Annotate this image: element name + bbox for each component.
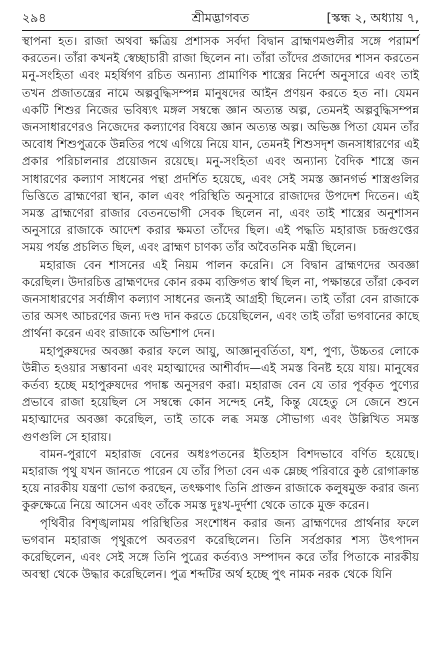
book-title: শ্রীমদ্ভাগবত xyxy=(191,10,250,25)
paragraph: পৃথিবীর বিশৃঙ্খলাময় পরিস্থিতির সংশোধন করার জন্য ব্রাহ্মণদের প্রার্থনার ফলে ভগবান মহারাজ পৃথুরূপে অবতরণ করেছিলেন। তিনি সর্বপ্রকার শস্য উৎপাদন করেছিলেন, এবং সেই সঙ্গে তিনি পুত্রের কর্তব্যও সম্পাদন করে তাঁর পিতাকে নারকীয় অবস্থা থেকে উদ্ধার করেছিলেন। পুত্র শব্দটির অর্থ হচ্ছে পুৎ নামক নরক থেকে যিনি xyxy=(22,515,419,582)
page-number: ২৯৪ xyxy=(22,10,47,25)
chapter-reference: [স্কন্ধ ২, অধ্যায় ৭, xyxy=(326,10,419,25)
paragraph: স্থাপনা হত। রাজা অথবা ক্ষত্রিয় প্রশাসক সর্বদা বিদ্বান ব্রাহ্মণমণ্ডলীর সঙ্গে পরামর্শ করতেন। তাঁরা কখনই স্বেচ্ছাচারী রাজা ছিলেন না। তাঁরা তাঁদের প্রজাদের শাসন করতেন মনু-সংহিতা এবং মহর্ষিগণ রচিত অন্যান্য প্রামাণিক শাস্ত্রের নির্দেশ অনুসারে এবং তাই তখন প্রজাতন্ত্রের নামে অল্পবুদ্ধিসম্পন্ন মানুষদের আইন প্রণয়ন করতে হত না। যেমন একটি শিশুর নিজের ভবিষ্যৎ মঙ্গল সম্বন্ধে জ্ঞান অত্যন্ত অল্প, তেমনই অল্পবুদ্ধিসম্পন্ন জনসাধারণেরও নিজেদের কল্যাণের বিষয়ে জ্ঞান অত্যন্ত অল্প। অভিজ্ঞ পিতা যেমন তাঁর অবোধ শিশুপুত্রকে উন্নতির পথে এগিয়ে নিয়ে যান, তেমনই শিশুসদৃশ জনসাধারণের এই প্রকার পরিচালনার প্রয়োজন রয়েছে। মনু-সংহিতা এবং অন্যান্য বৈদিক শাস্ত্রে জন সাধারণের কল্যাণ সাধনের পন্থা প্রদর্শিত হয়েছে, এবং সেই সমস্ত জ্ঞানগর্ভ শাস্ত্রগুলির ভিত্তিতে ব্রাহ্মণেরা স্থান, কাল এবং পরিস্থিতি অনুসারে রাজাদের উপদেশ দিতেন। এই সমস্ত ব্রাহ্মণেরা রাজার বেতনভোগী সেবক ছিলেন না, এবং তাই শাস্ত্রের অনুশাসন অনুসারে রাজাকে আদেশ করার ক্ষমতা তাঁদের ছিল। এই পদ্ধতি মহারাজ চন্দ্রগুপ্তের সময় পর্যন্ত প্রচলিত ছিল, এবং ব্রাহ্মণ চাণক্য তাঁর অবৈতনিক মন্ত্রী ছিলেন। xyxy=(22,34,419,255)
paragraph: বামন-পুরাণে মহারাজ বেনের অধঃপতনের ইতিহাস বিশদভাবে বর্ণিত হয়েছে। মহারাজ পৃথু যখন জানতে পারেন যে তাঁর পিতা বেন এক ম্লেচ্ছ পরিবারে কুষ্ঠ রোগাক্রান্ত হয়ে নারকীয় যন্ত্রণা ভোগ করছেন, তৎক্ষণাৎ তিনি প্রাক্তন রাজাকে কলুষমুক্ত করার জন্য কুরুক্ষেত্রে নিয়ে আসেন এবং তাঁকে সমস্ত দুঃখ-দুর্দশা থেকে তাকে মুক্ত করেন। xyxy=(22,446,419,513)
header-rule xyxy=(22,30,419,31)
paragraph: মহারাজ বেন শাসনের এই নিয়ম পালন করেনি। সে বিদ্বান ব্রাহ্মণদের অবজ্ঞা করেছিল। উদারচিত্ত ব্রাহ্মণদের কোন রকম ব্যক্তিগত স্বার্থ ছিল না, পক্ষান্তরে তাঁরা কেবল জনসাধারণের সর্বাঙ্গীণ কল্যাণ সাধনের জন্যই আগ্রহী ছিলেন। তাই তাঁরা বেন রাজাকে তার অসৎ আচরণের জন্য দণ্ড দান করতে চেয়েছিলেন, এবং তাই তাঁরা ভগবানের কাছে প্রার্থনা করেন এবং রাজাকে অভিশাপ দেন। xyxy=(22,257,419,341)
running-header xyxy=(22,6,419,30)
paragraph: মহাপুরুষদের অবজ্ঞা করার ফলে আয়ু, আজ্ঞানুবর্তিতা, যশ, পুণ্য, উচ্চতর লোকে উন্নীত হওয়ার সম্ভাবনা এবং মহাত্মাদের আশীর্বাদ—এই সমস্ত বিনষ্ট হয়ে যায়। মানুষের কর্তব্য হচ্ছে মহাপুরুষদের পদাঙ্ক অনুসরণ করা। মহারাজ বেন যে তার পূর্বকৃত পুণ্যের প্রভাবে রাজা হয়েছিল সে সম্বন্ধে কোন সন্দেহ নেই, কিন্তু যেহেতু সে জেনে শুনে মহাত্মাদের অবজ্ঞা করেছিল, তাই তাকে লব্ধ সমস্ত সৌভাগ্য এবং উল্লিখিত সমস্ত গুণগুলি সে হারায়। xyxy=(22,343,419,444)
body-text xyxy=(22,33,419,584)
